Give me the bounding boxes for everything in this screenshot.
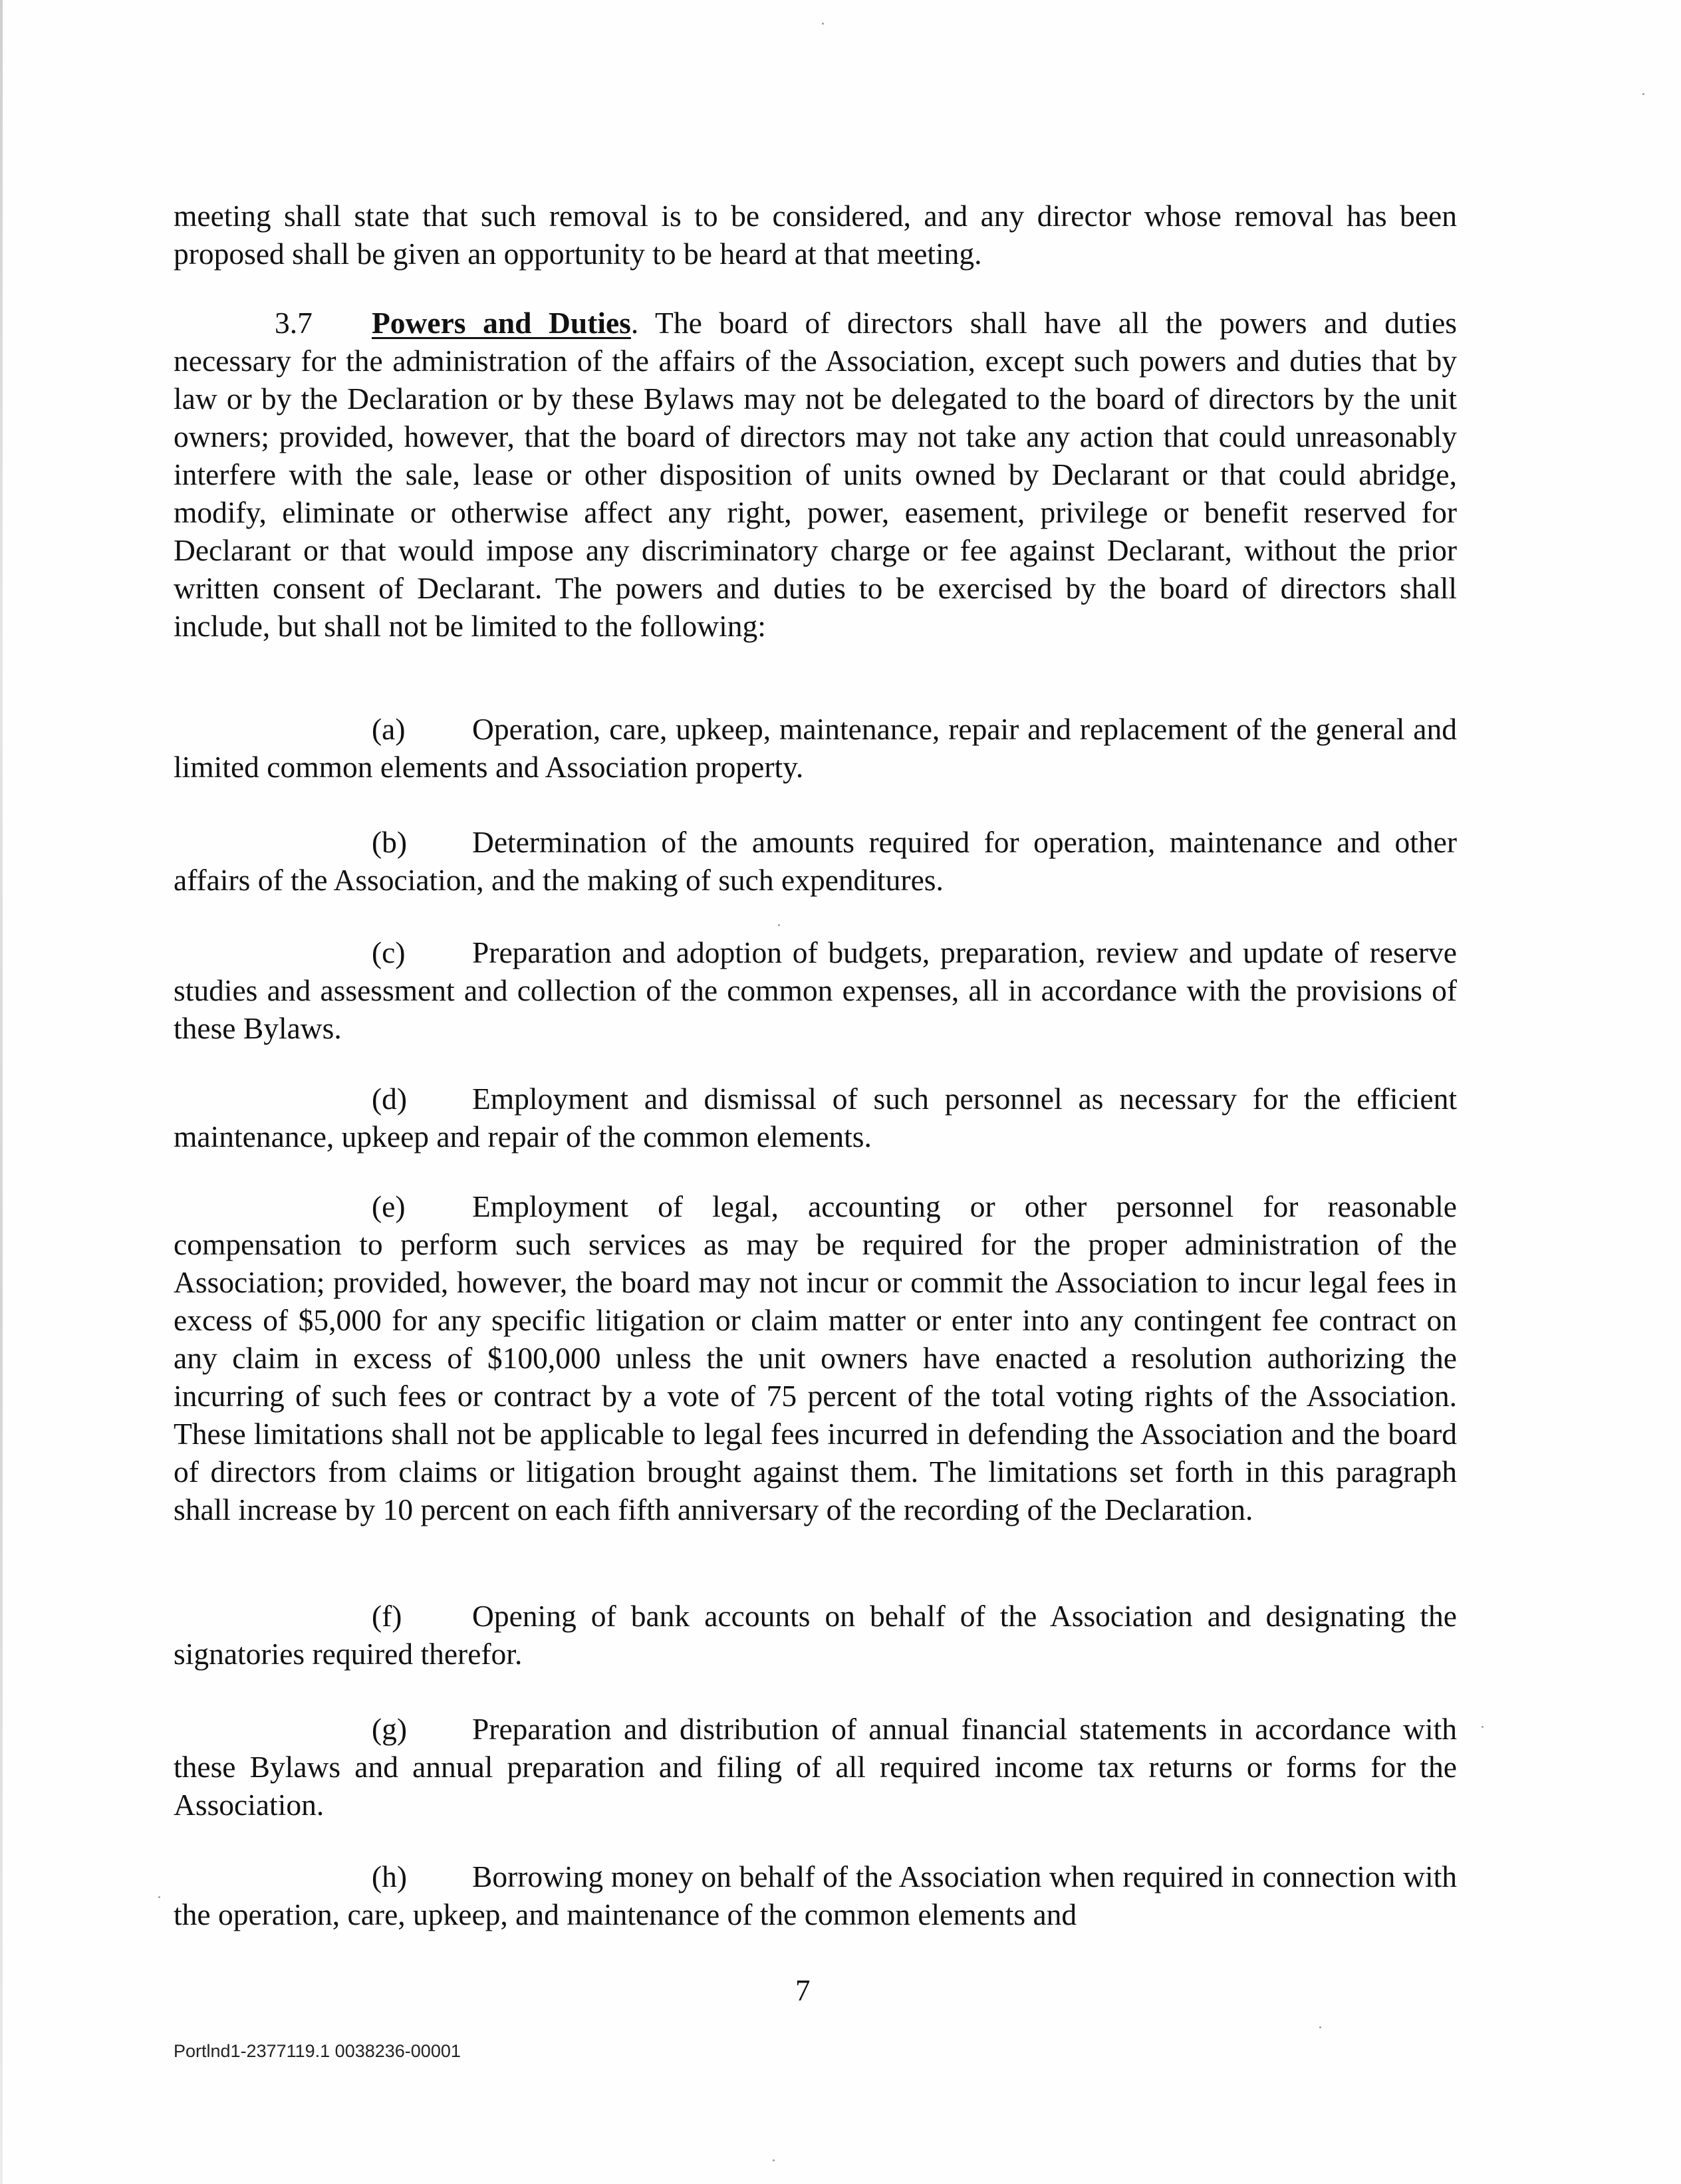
item-label: (a)	[372, 712, 406, 746]
item-text: Employment and dismissal of such personnel as necessary for the efficient maintenance, upkeep and repair of the common elements.	[174, 1082, 1457, 1153]
scan-speck	[1482, 1726, 1484, 1728]
item-text: Operation, care, upkeep, maintenance, repair and replacement of the general and limited common elements and Association property.	[174, 712, 1457, 784]
scan-speck	[822, 23, 824, 25]
list-item-g	[174, 1710, 1457, 1824]
continuation-text: meeting shall state that such removal is to be considered, and any director whose removal has been proposed shall be given an opportunity to be heard at that meeting.	[174, 199, 1457, 271]
item-label: (g)	[372, 1712, 408, 1746]
page-number: 7	[795, 1974, 811, 2007]
section-number: 3.7	[275, 306, 313, 340]
item-text: Employment of legal, accounting or other personnel for reasonable compensation to perform such services as may be required for the proper administration of the Association; provided, however, the board may not incur or commit the Association to incur legal fees in excess of $5,000 for any specific litigation or claim matter or enter into any contingent fee contract on any claim in excess of $100,000 unless the unit owners have enacted a resolution authorizing the incurring of such fees or contract by a vote of 75 percent of the total voting rights of the Association. These limitations shall not be applicable to legal fees incurred in defending the Association and the board of directors from claims or litigation brought against them. The limitations set forth in this paragraph shall increase by 10 percent on each fifth anniversary of the recording of the Declaration.	[174, 1189, 1457, 1526]
scan-speck	[1319, 2026, 1321, 2028]
list-item-b	[174, 823, 1457, 899]
section-heading-punct: .	[630, 306, 639, 340]
list-item-d	[174, 1080, 1457, 1155]
item-text: Opening of bank accounts on behalf of the Association and designating the signatories required therefor.	[174, 1599, 1457, 1671]
scan-speck	[1642, 93, 1644, 95]
item-label: (f)	[372, 1599, 402, 1633]
item-text: Preparation and distribution of annual financial statements in accordance with these Bylaws and annual preparation and filing of all required income tax returns or forms for the Association.	[174, 1712, 1457, 1822]
list-item-h	[174, 1858, 1457, 1933]
item-label: (c)	[372, 935, 406, 969]
list-item-c	[174, 933, 1457, 1047]
scan-speck	[778, 924, 780, 926]
item-label: (e)	[372, 1189, 406, 1223]
section-body: The board of directors shall have all the powers and duties necessary for the administration of the affairs of the Association, except such powers and duties that by law or by the Declaration or by these Bylaws may not be delegated to the board of directors by the unit owners; provided, however, that the board of directors may not take any action that could unreasonably interfere with the sale, lease or other disposition of units owned by Declarant or that could abridge, modify, eliminate or otherwise affect any right, power, easement, privilege or benefit reserved for Declarant or that would impose any discriminatory charge or fee against Declarant, without the prior written consent of Declarant. The powers and duties to be exercised by the board of directors shall include, but shall not be limited to the following:	[174, 306, 1457, 643]
item-text: Determination of the amounts required for operation, maintenance and other affairs of the Association, and the making of such expenditures.	[174, 825, 1457, 897]
continuation-paragraph	[174, 197, 1457, 273]
document-id: Portlnd1-2377119.1 0038236-00001	[174, 2041, 461, 2061]
item-text: Borrowing money on behalf of the Association when required in connection with the operation, care, upkeep, and maintenance of the common elements and	[174, 1860, 1457, 1931]
scan-speck	[773, 2159, 775, 2161]
scan-speck	[158, 1896, 160, 1898]
list-item-a	[174, 710, 1457, 786]
list-item-e	[174, 1187, 1457, 1528]
item-label: (b)	[372, 825, 408, 859]
item-label: (d)	[372, 1082, 408, 1116]
item-text: Preparation and adoption of budgets, preparation, review and update of reserve studies and assessment and collection of the common expenses, all in accordance with the provisions of these Bylaws.	[174, 935, 1457, 1045]
section-3-7-paragraph	[174, 304, 1457, 645]
scan-edge	[0, 0, 3, 2184]
section-heading: Powers and Duties	[372, 306, 631, 340]
item-label: (h)	[372, 1860, 408, 1893]
list-item-f	[174, 1597, 1457, 1673]
